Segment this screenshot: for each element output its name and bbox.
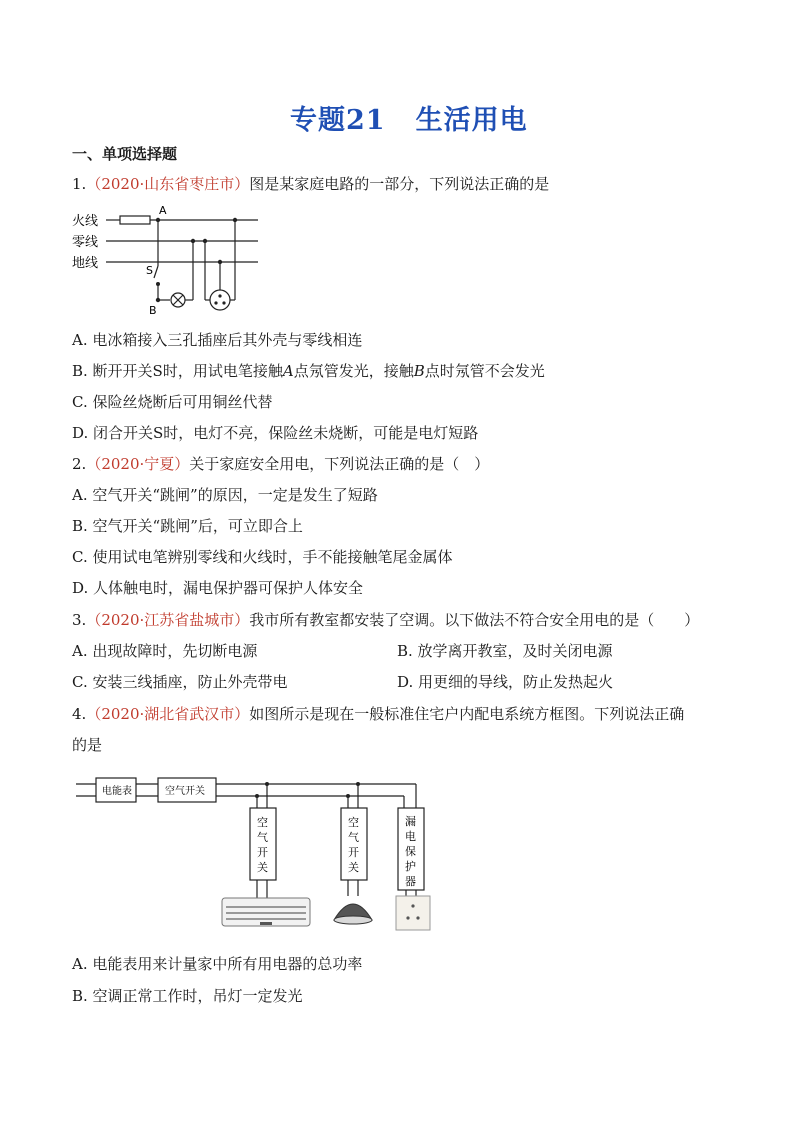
q3-option-a: A. 出现故障时，先切断电源 (72, 642, 258, 660)
svg-text:开: 开 (348, 846, 359, 859)
title-sub: 生活用电 (415, 105, 528, 136)
q1-option-b: B. 断开开关S时，用试电笔接触A点氖管发光，接触B点时氖管不会发光 (72, 362, 545, 380)
question-4-stem-cont: 的是 (72, 736, 103, 754)
label-meter: 电能表 (102, 786, 132, 797)
svg-text:保: 保 (405, 845, 416, 858)
svg-text:器: 器 (405, 875, 416, 888)
label-ground: 地线 (72, 256, 99, 271)
svg-text:开: 开 (257, 846, 268, 859)
household-circuit-diagram (70, 200, 270, 320)
svg-text:护: 护 (405, 860, 416, 873)
page-title (290, 98, 528, 137)
wall-socket-icon (396, 896, 430, 930)
q3-options-row-2 (72, 672, 722, 692)
label-main-switch: 空气开关 (165, 786, 205, 797)
q1-option-d: D. 闭合开关S时，电灯不亮，保险丝未烧断，可能是电灯短路 (72, 424, 479, 442)
svg-text:电: 电 (405, 830, 416, 843)
label-neutral: 零线 (72, 235, 99, 250)
q1-option-a: A. 电冰箱接入三孔插座后其外壳与零线相连 (72, 331, 363, 349)
svg-text:漏: 漏 (405, 815, 416, 828)
q2-option-d: D. 人体触电时，漏电保护器可保护人体安全 (72, 579, 364, 597)
air-conditioner-icon (222, 898, 310, 926)
svg-text:气: 气 (257, 831, 268, 844)
title-main: 专题21 (290, 105, 386, 136)
question-4-stem: 4.（2020·湖北省武汉市）如图所示是现在一般标准住宅户内配电系统方框图。下列说法正确 (72, 705, 685, 723)
question-number: 1. (72, 175, 87, 193)
q1-option-c: C. 保险丝烧断后可用铜丝代替 (72, 393, 273, 411)
q2-option-c: C. 使用试电笔辨别零线和火线时，手不能接触笔尾金属体 (72, 548, 453, 566)
label-point-a: A (159, 204, 167, 217)
distribution-block-diagram (76, 772, 436, 938)
question-1-stem (72, 174, 549, 194)
q3-option-b: B. 放学离开教室，及时关闭电源 (397, 642, 613, 660)
q2-option-a: A. 空气开关“跳闸”的原因，一定是发生了短路 (72, 486, 378, 504)
question-source: （2020·山东省枣庄市） (86, 175, 250, 193)
pendant-lamp-icon (334, 904, 372, 924)
q3-option-d: D. 用更细的导线，防止发热起火 (397, 673, 614, 691)
q4-option-b: B. 空调正常工作时，吊灯一定发光 (72, 987, 303, 1005)
question-3-stem: 3.（2020·江苏省盐城市）我市所有教室都安装了空调。以下做法不符合安全用电的是（ ） (72, 611, 700, 629)
svg-text:气: 气 (348, 831, 359, 844)
svg-text:空: 空 (257, 816, 268, 829)
q3-option-c: C. 安装三线插座，防止外壳带电 (72, 673, 288, 691)
question-text: 图是某家庭电路的一部分，下列说法正确的是 (249, 175, 550, 193)
label-point-b: B (149, 304, 157, 317)
q4-option-a: A. 电能表用来计量家中所有用电器的总功率 (72, 955, 363, 973)
svg-text:空: 空 (348, 816, 359, 829)
three-hole-socket-icon (210, 290, 230, 310)
section-heading: 一、单项选择题 (72, 145, 178, 163)
svg-text:关: 关 (348, 861, 359, 874)
q2-option-b: B. 空气开关“跳闸”后，可立即合上 (72, 517, 303, 535)
label-switch-s: S (146, 264, 153, 277)
q3-options-row-1 (72, 641, 722, 661)
fuse (120, 216, 150, 224)
label-live: 火线 (72, 214, 99, 229)
svg-text:关: 关 (257, 861, 268, 874)
question-2-stem: 2.（2020·宁夏）关于家庭安全用电，下列说法正确的是（ ） (72, 455, 490, 473)
